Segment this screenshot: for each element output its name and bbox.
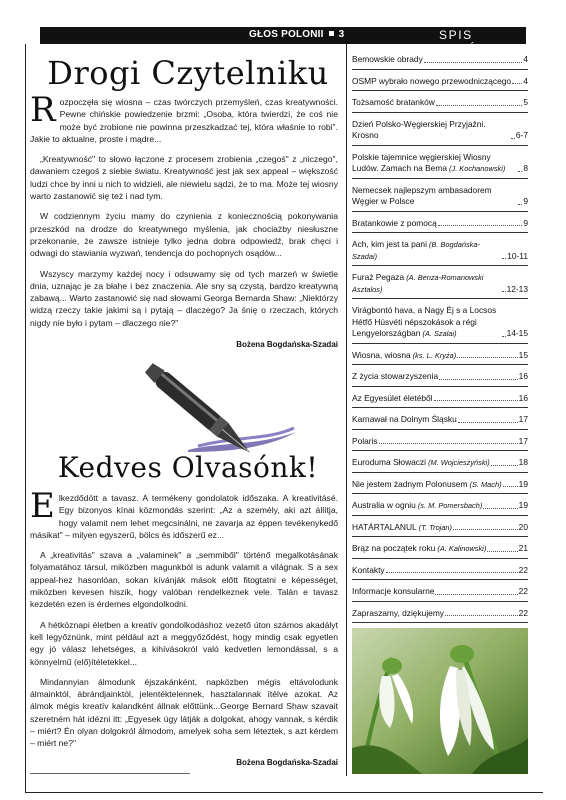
toc-heading: SPIS TREŚCI [439,28,493,56]
toc-entry-title: Z życia stowarzyszenia [352,371,439,381]
toc-entry-page: 9 [523,217,528,228]
snowdrop-flowers-photo [352,628,528,774]
dot-leader [453,529,518,530]
dot-leader [502,258,506,259]
toc-entry-title: Australia w ogniu [352,500,416,510]
toc-entry-title: Karnawał na Dolnym Śląsku [352,414,457,424]
dot-leader [502,336,506,337]
toc-entry [352,408,528,430]
toc-entry-page: 18 [518,457,528,467]
dot-leader [483,508,517,509]
toc-entry-title: Furaż Pegaza [352,272,405,282]
toc-entry-title: Euroduma Słowaczi [352,457,427,467]
paragraph: Wszyscy marzymy każdej nocy i odsuwamy się od tych marzeń w świetle dnia, uznając je za błahe i bez znaczenia. Ale sny są czystą, bardzo kreatywną zabawą... Warto zastanowić się nad słowami Georga Bernarda Shaw: „Niektórzy widzą rzeczy takie jakimi są i pytają – dlaczego? Ja śnię o rzeczach, których nigdy nie było i pytam – dlaczego nie?" [30,268,338,328]
dot-leader [435,594,517,595]
toc-entry [352,70,528,92]
dot-leader [503,486,518,487]
running-head [249,29,344,40]
toc-entry-title: Zapraszamy, dziękujemy [352,607,444,618]
toc-entry-author: (S. Mach) [467,479,502,489]
toc-entry [352,516,528,538]
toc-entry [352,113,528,146]
toc-entry-author: (A. Benza-Romanowski Asztalos) [352,273,484,294]
toc-entry [352,580,528,602]
paragraph: A „kreativitás" szava a „valaminek" a „semmiből" történő megalkotásának folyamatához társul, miközben magunkból is adunk valamit a világnak. S a sex appeal-hez hasonlóan, sokan kívánják mások előtt fitogtatni e képességet, miközben kevesen hiszik, hogy valóban rendelkeznek vele. Talán e tavasz kezdetén ezen is érdemes elgondolkodni. [30,550,338,610]
toc-entry-page: 4 [523,75,528,86]
toc-entry-author: (A. Kalinowski) [435,544,487,553]
dot-leader [518,204,522,205]
dot-leader [502,291,506,292]
toc-entry-page: 22 [518,607,528,618]
toc-entry [352,179,528,212]
toc-entry-title: Az Egyesület életéből [352,392,433,403]
fountain-pen-icon [128,362,298,454]
toc-entry-title: Virágbontó hava, a Nagy Éj s a Locsos Hétfő Húsvéti népszokások a régi Lengyelországban [352,305,497,338]
article-title-pl: Drogi Czytelniku [47,54,329,92]
toc-entry-author: (M. Wojciesżyński) [426,458,490,467]
column-divider [346,44,347,776]
toc-entry-title: Nemecsek najlepszym ambasadorem Węgier w Polsce [352,184,492,206]
toc-entry [352,212,528,234]
toc-entry-page: 9 [523,196,528,206]
toc-entry-page: 19 [518,478,528,489]
toc-entry [352,430,528,452]
toc-entry-page: 10-11 [507,250,528,261]
article-body-pl [30,90,338,329]
toc-entry-author: (J. Kochanowski) [446,164,506,173]
dot-leader [434,400,518,401]
toc-entry-title: Tożsamość bratanków [352,97,435,107]
dot-leader [438,225,523,226]
toc-entry [352,91,528,113]
toc-entry-author: (A. Szalai) [420,329,457,338]
toc-entry-title: HATÁRTALANUL [352,521,417,532]
dot-leader [487,551,517,552]
toc-entry [352,365,528,387]
toc-entry [352,473,528,495]
toc-entry [352,387,528,409]
toc-entry-title: Bemowskie obrady [352,54,423,64]
toc-entry-page: 19 [518,500,528,510]
article-title-hu: Kedves Olvasónk! [57,451,319,484]
toc-entry-page: 20 [518,521,528,532]
dot-leader [379,443,518,444]
toc-entry-page: 6-7 [515,130,528,140]
dot-leader [424,62,523,63]
toc-entry-title: Informacje konsularne [352,586,435,596]
dot-leader [436,105,522,106]
toc-entry-page: 8 [523,163,528,173]
paragraph: Rozpoczęła się wiosna – czas twórczych przemyśleń, czas kreatywności. Pewne chińskie powiedzenie brzmi: „Osoba, która twierdzi, że coś nie może być zrobione nie powinna przeszkadzać tej, która właśnie to robi". Jakie to aktualne, proste i mądre... [30,90,338,144]
frame-left-rule [25,44,26,792]
paragraph: W codziennym życiu mamy do czynienia z koniecznością pokonywania przeszkód na drodze do kreatywnego myślenia, jak chociażby niesłuszne przekonanie, że zawsze istnieje tylko jedna dobra odpowiedź, brak chęci i odwagi do stawiania wyzwań, tendencja do pochopnych osądów... [30,211,338,259]
toc-entry [352,537,528,559]
toc-entry-title: Ach, kim jest ta pani [352,239,427,249]
toc-entry-title: Wiosna, wiosna [352,349,411,360]
toc-entry-page: 21 [518,543,528,553]
toc-entry-page: 12-13 [506,283,528,294]
toc-entry-title: Kontakty [352,564,385,575]
toc-entry-title: Brąz na początek roku [352,543,436,553]
toc-entry [352,344,528,366]
toc-entry-page: 4 [523,54,528,64]
dot-leader [457,357,517,358]
paragraph: „Kreatywność" to słowo łączone z procesem zrobienia „czegoś" z „niczego", dawaniem czegoś z siebie światu. Kreatywność jest jak sex appeal – większość ludzi chce by inni u nich to widzieli, ale niewielu sądzi, że to ma. Może tej wiosny warto zastanowić się też i nad tym. [30,154,338,202]
page-header [40,27,526,56]
table-of-contents [352,48,528,645]
dot-leader [445,615,518,616]
toc-entry-page: 22 [518,586,528,596]
dot-leader [439,379,518,380]
signature: Bożena Bogdańska-Szadai [236,340,338,349]
toc-entry-page: 17 [518,414,528,424]
toc-entry [352,451,528,473]
toc-entry [352,48,528,70]
toc-entry-title: Dzień Polsko-Węgierskiej Przyjaźni. Krosno [352,118,486,140]
dot-leader [491,465,518,466]
toc-entry-title: Bratankowie z pomocą [352,217,437,228]
divider [30,773,190,774]
toc-entry [352,602,528,624]
article-body-hu [30,486,338,750]
toc-entry [352,494,528,516]
dot-leader [458,422,518,423]
dot-leader [386,572,518,573]
toc-entry [352,146,528,179]
dot-leader [511,138,515,139]
dropcap: R [30,90,56,130]
toc-entry-page: 17 [518,435,528,446]
toc-entry [352,233,528,266]
toc-entry-page: 5 [523,97,528,107]
toc-entry-page: 15 [518,349,528,360]
frame-bottom-rule [25,792,543,793]
toc-entry-title: Polskie tajemnice węgierskiej Wiosny Ludów. Zamach na Bema [352,151,491,173]
toc-entry-title: Polaris [352,435,378,446]
toc-entry [352,299,528,344]
toc-entry-title: OSMP wybrało nowego przewodniczącego [352,75,512,86]
dot-leader [512,83,522,84]
dropcap: E [30,486,55,526]
dot-leader [518,171,522,172]
toc-entry-author: (ks. L. Kryża) [410,350,457,360]
toc-entry-author: (B. Bogdańska-Szadai) [352,240,480,261]
toc-entry [352,559,528,581]
toc-entry [352,266,528,299]
toc-entry-author: (T. Trojan) [416,522,453,532]
toc-entry-page: 16 [518,371,528,381]
toc-entry-page: 16 [518,392,528,403]
page-number: 3 [338,29,345,40]
toc-entry-title: Nie jestem żadnym Polonusem [352,478,468,489]
toc-entry-page: 14-15 [506,328,528,338]
paragraph: Elkezdődött a tavasz. A termékeny gondolatok időszaka. A kreativitásé. Egy bizonyos kínai közmondás szerint: „Az a személy, aki azt állítja, hogy valamit nem lehet megcsinálni, ne zavarja az éppen tevékenykedő másikat" – milyen egyszerű, bölcs és időszerű ez... [30,486,338,540]
signature: Bożena Bogdańska-Szadai [236,758,338,767]
paragraph: A hétköznapi életben a kreatív gondolkodáshoz vezető úton számos akadályt kell legyőznünk, mint például azt a meggyőződést, hogy mindig csak egyetlen egy jó válasz lehetséges, a kihívásokról való kedvetlen lemondással, s a könnyelmű (elő)ítéletekkel... [30,619,338,667]
square-bullet-icon [329,31,334,36]
toc-entry-page: 22 [518,564,528,575]
toc-entry-author: (s. M. Pomersbach) [415,501,483,510]
magazine-name: GŁOS POLONII [249,29,324,40]
paragraph: Mindannyian álmodunk éjszakánként, napközben mégis eltávolodunk álmainktól, ábrándjainktól, jelentéktelennek, hasztalannak ítélve azokat. Az álmok mégis kreatív kalandként állnak előttünk...George Bernard Shaw szavait szeretném hát idézni itt: „Egyesek úgy látják a dolgokat, ahogy vannak, s kérdik – miért? Én olyan dolgokról álmodom, amelyek soha sem léteztek, s azt kérdem – miért ne?" [30,676,338,749]
